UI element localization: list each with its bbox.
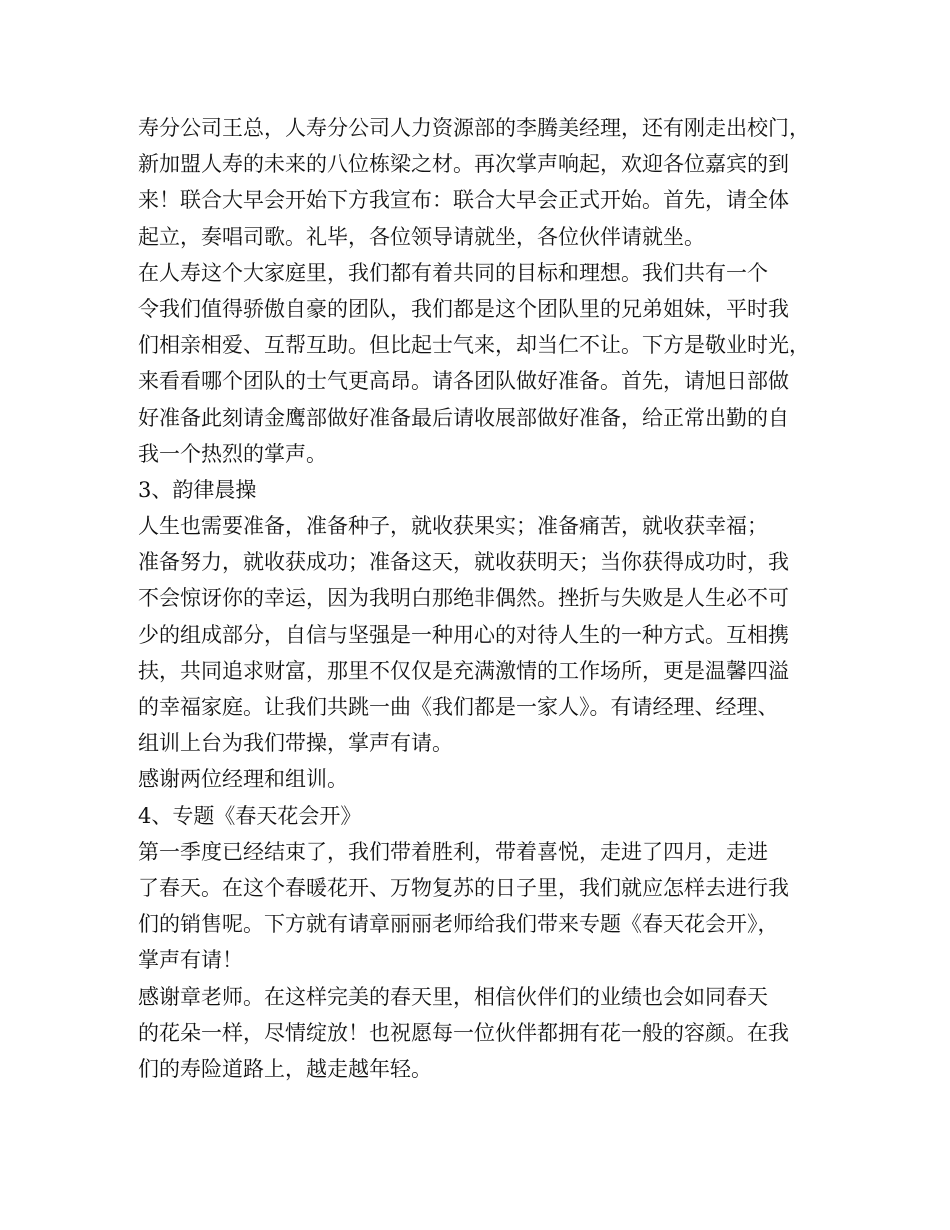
text-line: 我一个热烈的掌声。 [138, 441, 327, 466]
text-line: 们的寿险道路上，越走越年轻。 [138, 1056, 432, 1081]
text-line: 准备努力，就收获成功；准备这天，就收获明天；当你获得成功时，我 [138, 550, 789, 575]
text-line: 来！联合大早会开始下方我宣布：联合大早会正式开始。首先，请全体 [138, 188, 789, 213]
text-line: 在人寿这个大家庭里，我们都有着共同的目标和理想。我们共有一个 [138, 260, 768, 285]
text-line: 了春天。在这个春暖花开、万物复苏的日子里，我们就应怎样去进行我 [138, 875, 789, 900]
text-line: 的幸福家庭。让我们共跳一曲《我们都是一家人》。有请经理、经理、 [138, 695, 779, 719]
document-body [138, 110, 828, 1087]
text-line: 寿分公司王总，人寿分公司人力资源部的李腾美经理，还有刚走出校门， [138, 116, 810, 140]
text-line: 们的销售呢。下方就有请章丽丽老师给我们带来专题《春天花会开》， [138, 912, 779, 937]
text-line: 第一季度已经结束了，我们带着胜利，带着喜悦，走进了四月，走进 [138, 839, 768, 864]
text-line: 起立，奏唱司歌。礼毕，各位领导请就坐，各位伙伴请就坐。 [138, 224, 705, 249]
text-line: 的花朵一样，尽情绽放！也祝愿每一位伙伴都拥有花一般的容颜。在我 [138, 1020, 789, 1045]
section-heading: 4、专题《春天花会开》 [138, 803, 362, 828]
text-line: 扶，共同追求财富，那里不仅仅是充满激情的工作场所，更是温馨四溢 [138, 658, 789, 683]
text-line: 令我们值得骄傲自豪的团队，我们都是这个团队里的兄弟姐妹，平时我 [138, 296, 789, 321]
text-line: 感谢两位经理和组训。 [138, 767, 348, 792]
text-line: 不会惊讶你的幸运，因为我明白那绝非偶然。挫折与失败是人生必不可 [138, 586, 789, 611]
text-line: 掌声有请！ [138, 948, 243, 973]
section-heading: 3、韵律晨操 [138, 477, 257, 502]
text-line: 少的组成部分，自信与坚强是一种用心的对待人生的一种方式。互相携 [138, 622, 789, 647]
text-line: 感谢章老师。在这样完美的春天里，相信伙伴们的业绩也会如同春天 [138, 984, 768, 1009]
text-line: 人生也需要准备，准备种子，就收获果实；准备痛苦，就收获幸福； [138, 514, 768, 539]
text-line: 们相亲相爱、互帮互助。但比起士气来，却当仁不让。下方是敬业时光， [138, 333, 810, 358]
text-line: 新加盟人寿的未来的八位栋梁之材。再次掌声响起，欢迎各位嘉宾的到 [138, 152, 789, 177]
text-line: 好准备此刻请金鹰部做好准备最后请收展部做好准备，给正常出勤的自 [138, 405, 789, 430]
text-line: 组训上台为我们带操，掌声有请。 [138, 731, 453, 756]
text-line: 来看看哪个团队的士气更高昂。请各团队做好准备。首先，请旭日部做 [138, 369, 789, 394]
